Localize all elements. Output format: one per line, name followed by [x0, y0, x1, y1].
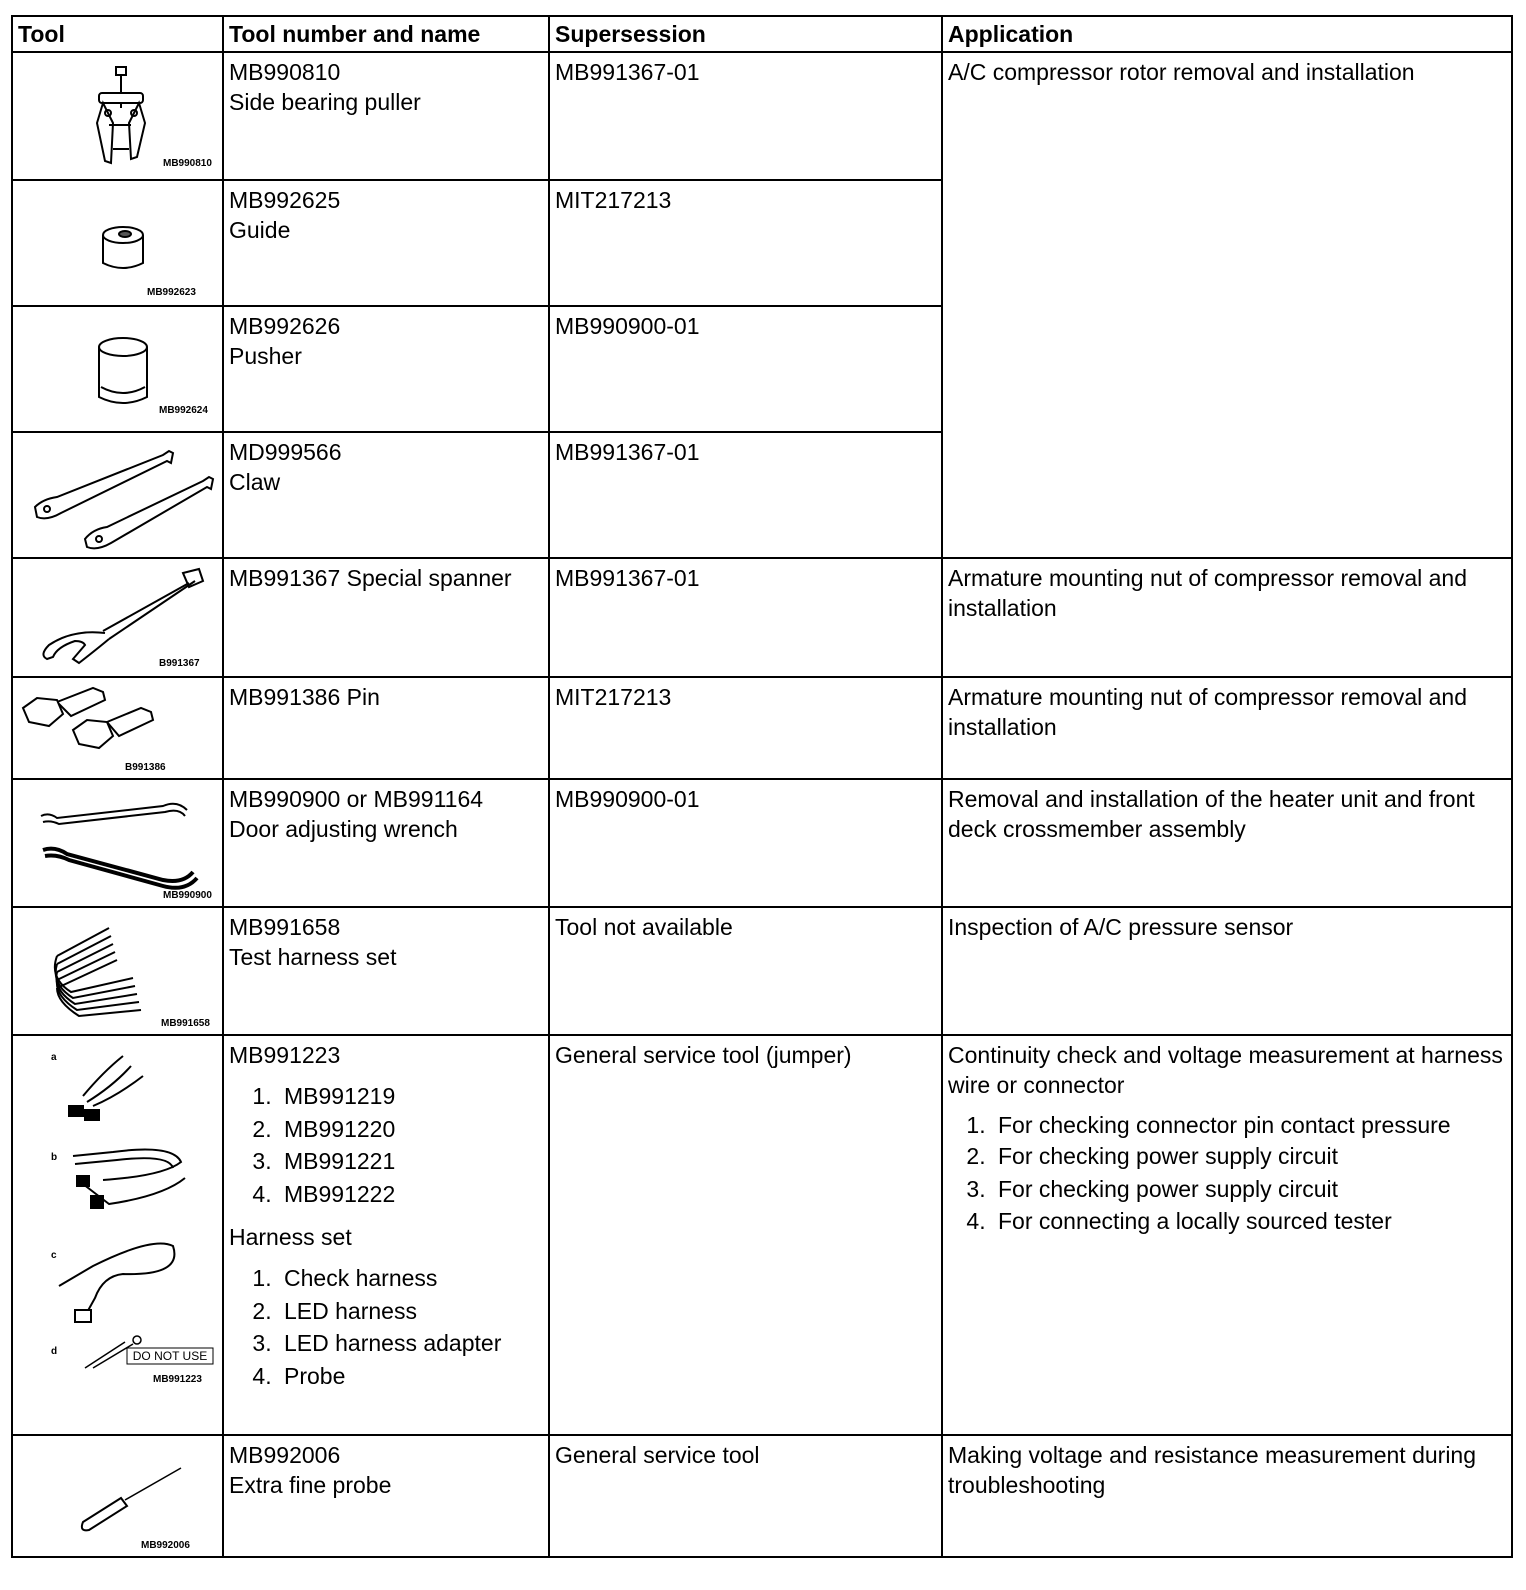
tool-illustration	[12, 432, 223, 558]
application-cell: Armature mounting nut of compressor removal and installation	[942, 558, 1512, 677]
header-tool: Tool	[12, 16, 223, 52]
header-tool-number-and-name: Tool number and name	[223, 16, 549, 52]
supersession-cell: Tool not available	[549, 907, 942, 1035]
tool-number: MB991223	[229, 1042, 341, 1068]
figure-label: B991367	[159, 658, 200, 669]
tool-number: MD999566	[229, 439, 342, 465]
list-item: 4. For connecting a locally sourced tester	[992, 1205, 1506, 1238]
tool-illustration	[12, 306, 223, 432]
tool-name: Claw	[229, 469, 281, 495]
supersession-cell: MB991367-01	[549, 52, 942, 180]
table-row	[12, 907, 1512, 1035]
tool-number: MB992625	[229, 187, 341, 213]
list-item: 4. Probe	[278, 1360, 543, 1393]
tool-number: MB991658	[229, 914, 341, 940]
probe-icon	[13, 1436, 224, 1554]
list-item: 2. MB991220	[278, 1113, 543, 1146]
supersession-cell: MIT217213	[549, 180, 942, 306]
table-row	[12, 558, 1512, 677]
figure-letter-a: a	[51, 1052, 57, 1063]
tool-number: MB990900 or MB991164	[229, 786, 484, 812]
test-harness-icon	[13, 908, 224, 1032]
list-item: 3. For checking power supply circuit	[992, 1173, 1506, 1206]
tool-number-cell	[223, 306, 549, 432]
header-row	[12, 16, 1512, 52]
tool-number-cell	[223, 907, 549, 1035]
list-item: 1. Check harness	[278, 1262, 543, 1295]
tool-number: MB990810	[229, 59, 341, 85]
pusher-icon	[13, 307, 224, 429]
tool-name: Guide	[229, 217, 291, 243]
tool-number-cell	[223, 677, 549, 779]
figure-letter-c: c	[51, 1250, 57, 1261]
tool-number: MB992006	[229, 1442, 341, 1468]
figure-label: MB992624	[159, 405, 208, 416]
tool-illustration	[12, 180, 223, 306]
bearing-puller-icon	[13, 53, 224, 177]
tool-illustration	[12, 52, 223, 180]
header-supersession: Supersession	[549, 16, 942, 52]
supersession-cell: General service tool	[549, 1435, 942, 1557]
tool-name: Extra fine probe	[229, 1472, 392, 1498]
tool-name: Pusher	[229, 343, 302, 369]
tool-number-cell	[223, 558, 549, 677]
guide-icon	[13, 181, 224, 303]
tool-number-cell	[223, 180, 549, 306]
tool-illustration	[12, 1035, 223, 1435]
application-cell: Making voltage and resistance measurement during troubleshooting	[942, 1435, 1512, 1557]
tool-illustration	[12, 677, 223, 779]
figure-letter-d: d	[51, 1346, 58, 1357]
special-tools-table	[11, 15, 1513, 1558]
application-text: Continuity check and voltage measurement at harness wire or connector	[948, 1042, 1503, 1098]
supersession-cell: General service tool (jumper)	[549, 1035, 942, 1435]
figure-label: MB992006	[141, 1540, 190, 1551]
figure-label: MB992623	[147, 287, 196, 298]
tool-number-cell	[223, 1035, 549, 1435]
list-item: 3. MB991221	[278, 1145, 543, 1178]
tool-name: Test harness set	[229, 944, 397, 970]
list-item: 1. MB991219	[278, 1080, 543, 1113]
pin-icon	[13, 678, 224, 776]
tool-name: Door adjusting wrench	[229, 816, 458, 842]
tool-number: MB991367 Special spanner	[229, 565, 512, 591]
tool-illustration	[12, 907, 223, 1035]
list-item: 3. LED harness adapter	[278, 1327, 543, 1360]
part-name-list	[229, 1262, 543, 1392]
application-cell	[942, 1035, 1512, 1435]
tool-number: MB991386 Pin	[229, 684, 380, 710]
use-list	[948, 1110, 1506, 1238]
wrench-icon	[13, 780, 224, 904]
table-row	[12, 779, 1512, 907]
supersession-cell: MB990900-01	[549, 306, 942, 432]
tool-name: Side bearing puller	[229, 89, 421, 115]
figure-label: MB990900	[163, 890, 212, 901]
harness-set-icon	[13, 1036, 224, 1432]
do-not-use-label: DO NOT USE	[132, 1349, 208, 1363]
supersession-cell: MB991367-01	[549, 558, 942, 677]
header-application: Application	[942, 16, 1512, 52]
application-cell: Armature mounting nut of compressor removal and installation	[942, 677, 1512, 779]
claw-icon	[13, 433, 224, 555]
supersession-cell: MB990900-01	[549, 779, 942, 907]
table-row	[12, 677, 1512, 779]
table-row	[12, 1435, 1512, 1557]
tool-illustration	[12, 779, 223, 907]
table-row	[12, 52, 1512, 180]
tool-number-cell	[223, 1435, 549, 1557]
tool-illustration	[12, 558, 223, 677]
tool-number-cell	[223, 432, 549, 558]
figure-label: B991386	[125, 762, 166, 773]
supersession-cell: MB991367-01	[549, 432, 942, 558]
list-item: 4. MB991222	[278, 1178, 543, 1211]
tool-name: Harness set	[229, 1224, 352, 1250]
part-list	[229, 1080, 543, 1210]
tool-number-cell	[223, 52, 549, 180]
tool-illustration	[12, 1435, 223, 1557]
application-cell: Inspection of A/C pressure sensor	[942, 907, 1512, 1035]
spanner-icon	[13, 559, 224, 674]
list-item: 2. LED harness	[278, 1295, 543, 1328]
figure-label: MB991223	[153, 1374, 202, 1385]
list-item: 1. For checking connector pin contact pressure	[992, 1110, 1506, 1140]
supersession-cell: MIT217213	[549, 677, 942, 779]
application-cell: Removal and installation of the heater unit and front deck crossmember assembly	[942, 779, 1512, 907]
figure-letter-b: b	[51, 1152, 58, 1163]
table-row	[12, 1035, 1512, 1435]
application-cell: A/C compressor rotor removal and installation	[942, 52, 1512, 558]
tool-number: MB992626	[229, 313, 341, 339]
figure-label: MB991658	[161, 1018, 210, 1029]
list-item: 2. For checking power supply circuit	[992, 1140, 1506, 1173]
tool-number-cell	[223, 779, 549, 907]
figure-label: MB990810	[163, 158, 212, 169]
